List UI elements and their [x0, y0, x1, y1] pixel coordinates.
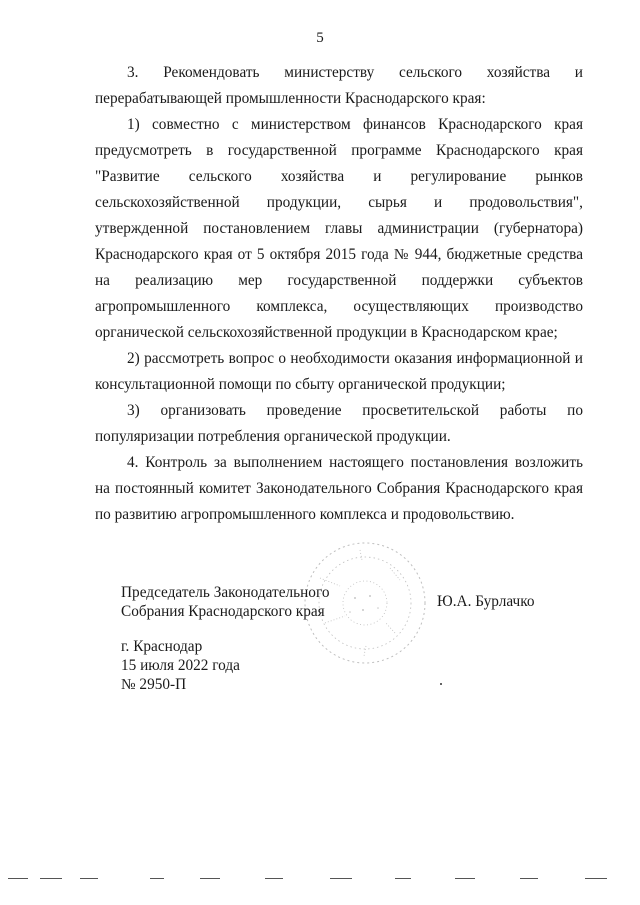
edge-mark	[150, 878, 164, 879]
stray-dot-mark	[440, 683, 442, 685]
edge-mark	[585, 878, 607, 879]
issue-city: г. Краснодар	[121, 638, 203, 655]
page-number: 5	[316, 30, 324, 46]
edge-mark	[8, 878, 28, 879]
issue-details	[121, 637, 240, 694]
paragraph-item-2: 2) рассмотреть вопрос о необходимости оказания информационной и консультационной помощи по сбыту органической продукции;	[95, 350, 583, 393]
document-body	[95, 60, 583, 528]
paragraph-control: 4. Контроль за выполнением настоящего постановления возложить на постоянный комитет Законодательного Собрания Краснодарского края по развитию агропромышленного комплекса и продовольствию.	[95, 454, 583, 523]
edge-mark	[520, 878, 538, 879]
signature-position-line2: Собрания Краснодарского края	[121, 603, 325, 620]
edge-mark	[40, 878, 62, 879]
signature-position	[121, 583, 330, 621]
paragraph-item-3: 3) организовать проведение просветительской работы по популяризации потребления органической продукции.	[95, 402, 583, 445]
paragraph-recommendation: 3. Рекомендовать министерству сельского хозяйства и перерабатывающей промышленности Краснодарского края:	[95, 64, 583, 107]
edge-mark	[80, 878, 98, 879]
edge-mark	[200, 878, 220, 879]
edge-mark	[330, 878, 352, 879]
issue-number: № 2950-П	[121, 676, 187, 693]
signer-name: Ю.А. Бурлачко	[437, 593, 535, 610]
issue-date: 15 июля 2022 года	[121, 657, 240, 674]
edge-mark	[265, 878, 283, 879]
scan-edge-marks	[0, 878, 640, 882]
edge-mark	[395, 878, 411, 879]
signature-position-line1: Председатель Законодательного	[121, 584, 330, 601]
paragraph-item-1: 1) совместно с министерством финансов Краснодарского края предусмотреть в государственной программе Краснодарского края "Развитие сельского хозяйства и регулирование рынков сельскохозяйственной продукции, сырья и продовольствия", утвержденной постановлением главы администрации (губернатора) Краснодарского края от 5 октября 2015 года № 944, бюджетные средства на реализацию мер государственной поддержки субъектов агропромышленного комплекса, осуществляющих производство органической сельскохозяйственной продукции в Краснодарском крае;	[95, 116, 583, 341]
edge-mark	[455, 878, 475, 879]
